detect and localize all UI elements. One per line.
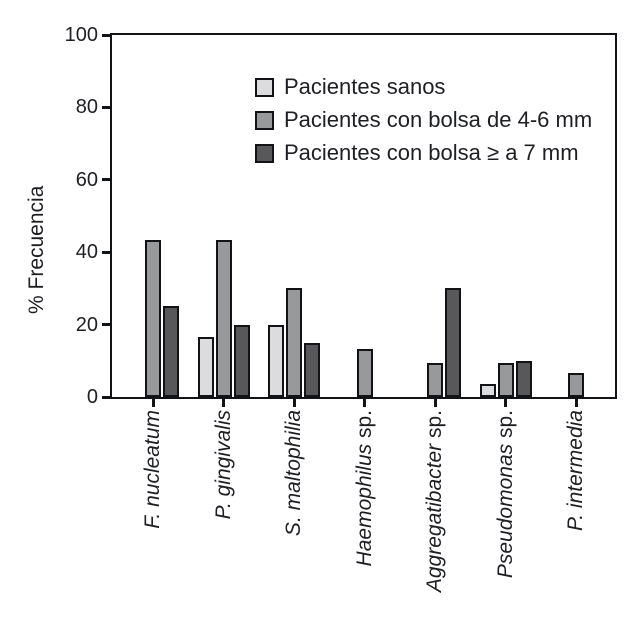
y-axis-tick [102,396,111,399]
legend-item [255,142,592,164]
x-axis-tick [222,398,225,407]
x-axis-label-suffix: sp. [352,410,376,444]
bar [216,240,232,397]
x-axis-label-species: S. maltophilia [282,410,305,537]
y-axis-tick [102,323,111,326]
x-axis-label [141,410,165,529]
legend-swatch [255,144,274,163]
x-axis-label-species: Haemophilus [352,443,376,567]
bar [445,288,461,397]
bar [163,306,179,397]
y-axis-tick-label: 100 [64,24,98,46]
x-axis-label-wrap [423,410,447,593]
x-axis-label-wrap [493,410,518,579]
y-axis-tick [102,178,111,181]
x-axis-label-wrap [211,410,236,520]
y-axis-tick-label: 20 [75,313,98,336]
bar [234,325,250,397]
y-axis-tick [102,251,111,254]
x-axis-label-species: P. gingivalis [211,410,235,520]
x-axis-tick [434,398,437,407]
y-axis-tick-label: 60 [75,168,98,191]
x-axis-label-species: P. intermedia [564,410,587,532]
x-axis-label-wrap [564,410,588,532]
y-axis-tick-label: 40 [75,241,98,264]
y-axis-tick-label: 80 [75,96,98,119]
bar [480,384,496,397]
legend [255,76,592,175]
legend-swatch [255,78,274,97]
legend-label: Pacientes sanos [284,74,446,99]
x-axis-label [353,410,377,566]
bar [427,363,443,397]
bar [198,337,214,397]
bar [568,373,584,397]
x-axis-label-species: F. nucleatum [141,410,164,529]
y-axis-title: % Frecuencia [25,185,48,314]
legend-item [255,76,592,98]
x-axis-label-species: Aggregatibacter [423,443,446,593]
x-axis-tick [575,398,578,407]
bar [357,349,373,397]
x-axis-label [423,410,447,592]
x-axis-tick [363,398,366,407]
x-axis-label-suffix: sp. [493,410,517,444]
y-axis-tick-label: 0 [86,386,98,408]
x-axis-label-wrap [352,410,377,567]
x-axis-label [494,410,518,578]
bar [516,361,532,397]
legend-item [255,109,592,131]
x-axis-label-species: Pseudomonas [493,443,517,579]
legend-label: Pacientes con bolsa de 4-6 mm [284,107,593,132]
x-axis-label-wrap [282,410,306,537]
bar [304,343,320,397]
y-axis-tick [102,106,111,109]
bar [268,325,284,397]
x-axis-label [282,410,306,536]
x-axis-label-wrap [141,410,165,529]
bar [145,240,161,397]
legend-swatch [255,111,274,130]
x-axis-tick [152,398,155,407]
bar [498,363,514,397]
bar [286,288,302,397]
x-axis-tick [504,398,507,407]
y-axis-tick [102,34,111,37]
legend-label: Pacientes con bolsa ≥ a 7 mm [284,140,579,165]
x-axis-tick [293,398,296,407]
x-axis-label [212,410,236,519]
x-axis-label [564,410,588,531]
x-axis-label-suffix: sp. [423,410,446,444]
